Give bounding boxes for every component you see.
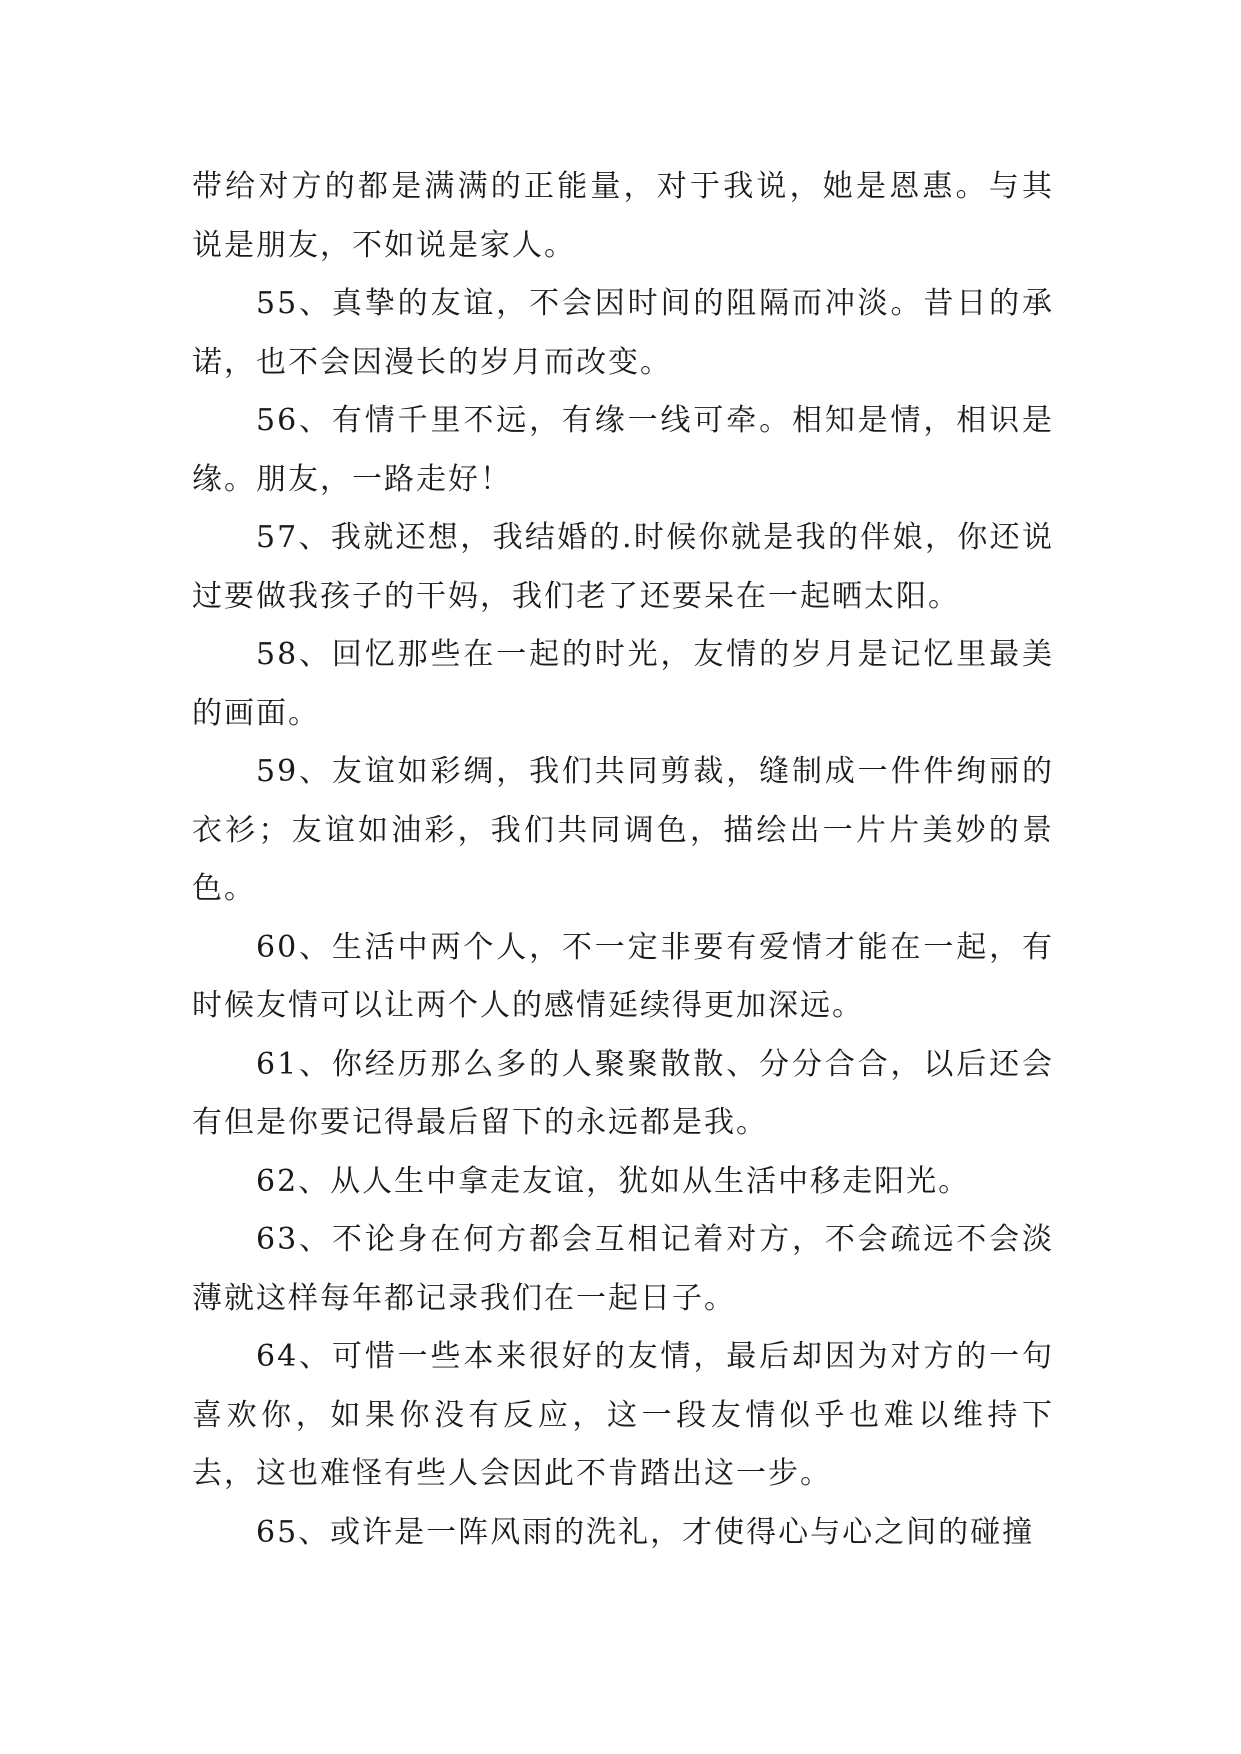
- document-body: [192, 158, 1054, 1562]
- paragraph-55: 55、真挚的友谊，不会因时间的阻隔而冲淡。昔日的承诺，也不会因漫长的岁月而改变。: [192, 286, 1054, 380]
- paragraph-64: 64、可惜一些本来很好的友情，最后却因为对方的一句喜欢你，如果你没有反应，这一段友情似乎也难以维持下去，这也难怪有些人会因此不肯踏出这一步。: [192, 1339, 1054, 1491]
- paragraph-continuation: 带给对方的都是满满的正能量，对于我说，她是恩惠。与其说是朋友，不如说是家人。: [192, 169, 1054, 263]
- paragraph-65: 65、或许是一阵风雨的洗礼，才使得心与心之间的碰撞: [256, 1514, 1035, 1550]
- paragraph-57: 57、我就还想，我结婚的.时候你就是我的伴娘，你还说过要做我孩子的干妈，我们老了还要呆在一起晒太阳。: [192, 520, 1054, 614]
- paragraph-56: 56、有情千里不远，有缘一线可牵。相知是情，相识是缘。朋友，一路走好！: [192, 403, 1054, 497]
- paragraph-60: 60、生活中两个人，不一定非要有爱情才能在一起，有时候友情可以让两个人的感情延续得更加深远。: [192, 929, 1054, 1023]
- paragraph-62: 62、从人生中拿走友谊，犹如从生活中移走阳光。: [256, 1163, 971, 1199]
- paragraph-63: 63、不论身在何方都会互相记着对方，不会疏远不会淡薄就这样每年都记录我们在一起日子。: [192, 1222, 1054, 1316]
- paragraph-59: 59、友谊如彩绸，我们共同剪裁，缝制成一件件绚丽的衣衫；友谊如油彩，我们共同调色，描绘出一片片美妙的景色。: [192, 754, 1054, 906]
- paragraph-61: 61、你经历那么多的人聚聚散散、分分合合，以后还会有但是你要记得最后留下的永远都是我。: [192, 1046, 1054, 1140]
- paragraph-58: 58、回忆那些在一起的时光，友情的岁月是记忆里最美的画面。: [192, 637, 1054, 731]
